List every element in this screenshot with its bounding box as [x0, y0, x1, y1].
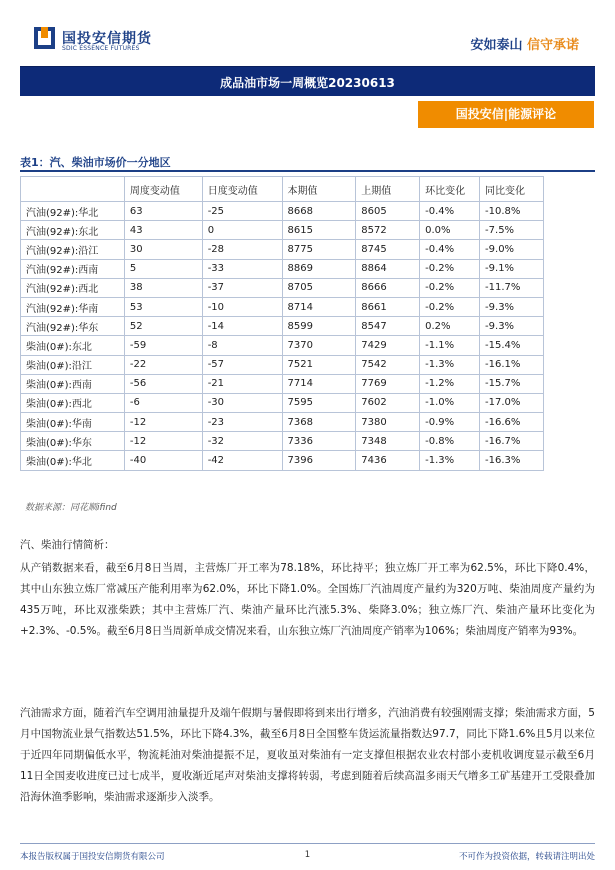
row-label-cell: 汽油(92#):沿江	[21, 240, 125, 259]
column-header	[21, 177, 125, 202]
table-cell: 8572	[356, 221, 420, 240]
slogan-part2: 信守承诺	[526, 38, 579, 53]
table-cell: 8599	[282, 317, 356, 336]
table-row	[21, 278, 544, 297]
company-logo-icon	[34, 27, 55, 49]
row-label-cell: 柴油(0#):华东	[21, 432, 125, 451]
slogan-part1: 安如泰山	[470, 38, 523, 53]
table-cell: -16.1%	[480, 355, 544, 374]
row-label-cell: 汽油(92#):华北	[21, 202, 125, 221]
logo-name-en: SDIC ESSENCE FUTURES	[62, 45, 140, 52]
table-cell: -9.3%	[480, 297, 544, 316]
table-body	[21, 202, 544, 471]
table-header-row	[21, 177, 544, 202]
table-cell: 38	[124, 278, 202, 297]
table-cell: 7714	[282, 374, 356, 393]
table-row	[21, 451, 544, 470]
table-cell: -23	[202, 413, 282, 432]
brand-tag: 国投安信|能源评论	[418, 101, 594, 128]
table-cell: -22	[124, 355, 202, 374]
table-cell: -0.2%	[420, 278, 480, 297]
table-cell: -32	[202, 432, 282, 451]
table-cell: -10	[202, 297, 282, 316]
table-cell: -10.8%	[480, 202, 544, 221]
table-cell: -7.5%	[480, 221, 544, 240]
table-cell: 7368	[282, 413, 356, 432]
table-row	[21, 240, 544, 259]
table-row	[21, 393, 544, 412]
table-cell: 8705	[282, 278, 356, 297]
table-cell: 7436	[356, 451, 420, 470]
row-label-cell: 汽油(92#):华东	[21, 317, 125, 336]
table-cell: -1.1%	[420, 336, 480, 355]
table-cell: -0.4%	[420, 240, 480, 259]
column-header: 周度变动值	[124, 177, 202, 202]
price-table	[20, 176, 544, 471]
table-cell: 0.0%	[420, 221, 480, 240]
table-cell: -9.3%	[480, 317, 544, 336]
page-title: 成品油市场一周概览20230613	[220, 76, 395, 90]
section-title: 汽、柴油行情简析：	[20, 539, 115, 551]
table-row	[21, 202, 544, 221]
table-row	[21, 413, 544, 432]
table-cell: -1.0%	[420, 393, 480, 412]
table-row	[21, 355, 544, 374]
footer-divider	[20, 843, 595, 844]
table-row	[21, 317, 544, 336]
table-cell: 7396	[282, 451, 356, 470]
table-row	[21, 259, 544, 278]
paragraph-demand: 汽油需求方面，随着汽车空调用油量提升及端午假期与暑假即将到来出行增多，汽油消费有较强刚需支撑；柴油需求方面，5月中国物流业景气指数达51.5%，环比下降4.3%，截至6月8日全国整车货运流量指数达97.7，同比下降1.6%且5月以来位于近四年同期偏低水平，物流耗油对柴油提振不足，夏收虽对柴油有一定支撑但根据农业农村部小麦机收调度显示截至6月11日全国麦收进度已过七成半，夏收渐近尾声对柴油支撑将转弱，考虑到随着后续高温多雨天气增多工矿基建开工受限叠加沿海休渔季影响，柴油需求逐渐步入淡季。	[20, 707, 595, 803]
table-caption: 表1：汽、柴油市场价一分地区	[20, 156, 171, 169]
table-cell: -59	[124, 336, 202, 355]
table-cell: 8605	[356, 202, 420, 221]
page-number: 1	[304, 850, 311, 860]
table-cell: -42	[202, 451, 282, 470]
table-cell: 7380	[356, 413, 420, 432]
table-cell: 7370	[282, 336, 356, 355]
row-label-cell: 汽油(92#):华南	[21, 297, 125, 316]
table-cell: -11.7%	[480, 278, 544, 297]
table-cell: 8615	[282, 221, 356, 240]
footer-disclaimer: 不可作为投资依据，转载请注明出处	[458, 852, 595, 862]
table-cell: -8	[202, 336, 282, 355]
table-cell: 8714	[282, 297, 356, 316]
table-cell: -1.3%	[420, 451, 480, 470]
table-cell: -25	[202, 202, 282, 221]
table-cell: -14	[202, 317, 282, 336]
table-cell: -15.4%	[480, 336, 544, 355]
table-cell: -0.4%	[420, 202, 480, 221]
table-cell: 8547	[356, 317, 420, 336]
table-cell: 8864	[356, 259, 420, 278]
paragraph-supply: 从产销数据来看，截至6月8日当周，主营炼厂开工率为78.18%，环比持平；独立炼厂开工率为62.5%，环比下降0.4%，其中山东独立炼厂常减压产能利用率为62.0%，环比下降1.0%。全国炼厂汽油周度产量约为320万吨、柴油周度产量约为435万吨，环比双涨柴跌；其中主营炼厂汽、柴油产量环比汽涨5.3%、柴降3.0%；独立炼厂汽、柴油产量环比变化为+2.3%、-0.5%。截至6月8日当周新单成交情况来看，山东独立炼厂汽油周度产销率为106%；柴油周度产销率为93%。	[20, 562, 595, 637]
page-header	[0, 0, 615, 66]
logo-name-cn: 国投安信期货	[62, 31, 152, 47]
column-header: 同比变化	[480, 177, 544, 202]
title-bar	[20, 66, 595, 96]
table-cell: 7542	[356, 355, 420, 374]
table-cell: -17.0%	[480, 393, 544, 412]
table-cell: 53	[124, 297, 202, 316]
table-cell: 8661	[356, 297, 420, 316]
footer-copyright: 本报告版权属于国投安信期货有限公司	[20, 852, 165, 862]
table-cell: -1.2%	[420, 374, 480, 393]
table-cell: -57	[202, 355, 282, 374]
caption-divider	[20, 170, 595, 172]
table-cell: 0	[202, 221, 282, 240]
table-cell: 30	[124, 240, 202, 259]
table-cell: -37	[202, 278, 282, 297]
table-row	[21, 432, 544, 451]
table-cell: -1.3%	[420, 355, 480, 374]
table-cell: -40	[124, 451, 202, 470]
table-cell: -0.2%	[420, 297, 480, 316]
row-label-cell: 汽油(92#):西北	[21, 278, 125, 297]
table-cell: -12	[124, 413, 202, 432]
table-cell: -16.3%	[480, 451, 544, 470]
slogan	[470, 34, 579, 53]
table-row	[21, 374, 544, 393]
table-cell: 8666	[356, 278, 420, 297]
row-label-cell: 汽油(92#):东北	[21, 221, 125, 240]
row-label-cell: 柴油(0#):西南	[21, 374, 125, 393]
table-cell: -16.7%	[480, 432, 544, 451]
row-label-cell: 柴油(0#):东北	[21, 336, 125, 355]
column-header: 环比变化	[420, 177, 480, 202]
column-header: 上期值	[356, 177, 420, 202]
row-label-cell: 汽油(92#):西南	[21, 259, 125, 278]
table-cell: 7429	[356, 336, 420, 355]
column-header: 本期值	[282, 177, 356, 202]
table-cell: -30	[202, 393, 282, 412]
table-cell: -6	[124, 393, 202, 412]
table-cell: 7595	[282, 393, 356, 412]
row-label-cell: 柴油(0#):华北	[21, 451, 125, 470]
table-cell: -33	[202, 259, 282, 278]
table-cell: 7348	[356, 432, 420, 451]
table-cell: 8745	[356, 240, 420, 259]
table-cell: 63	[124, 202, 202, 221]
table-row	[21, 297, 544, 316]
table-cell: -16.6%	[480, 413, 544, 432]
table-row	[21, 221, 544, 240]
table-cell: -28	[202, 240, 282, 259]
table-row	[21, 336, 544, 355]
table-cell: 7521	[282, 355, 356, 374]
table-cell: -0.8%	[420, 432, 480, 451]
row-label-cell: 柴油(0#):沿江	[21, 355, 125, 374]
row-label-cell: 柴油(0#):西北	[21, 393, 125, 412]
table-cell: 8869	[282, 259, 356, 278]
table-cell: 7769	[356, 374, 420, 393]
table-cell: 0.2%	[420, 317, 480, 336]
table-cell: -9.1%	[480, 259, 544, 278]
data-source: 数据来源：同花顺ifind	[25, 503, 117, 513]
table-cell: 52	[124, 317, 202, 336]
table-cell: -0.2%	[420, 259, 480, 278]
table-cell: -15.7%	[480, 374, 544, 393]
table-cell: -12	[124, 432, 202, 451]
table-cell: -0.9%	[420, 413, 480, 432]
table-cell: -56	[124, 374, 202, 393]
table-cell: 5	[124, 259, 202, 278]
table-cell: -21	[202, 374, 282, 393]
table-cell: 7336	[282, 432, 356, 451]
table-cell: 7602	[356, 393, 420, 412]
table-cell: -9.0%	[480, 240, 544, 259]
table-cell: 8668	[282, 202, 356, 221]
table-cell: 8775	[282, 240, 356, 259]
table-cell: 43	[124, 221, 202, 240]
row-label-cell: 柴油(0#):华南	[21, 413, 125, 432]
column-header: 日度变动值	[202, 177, 282, 202]
